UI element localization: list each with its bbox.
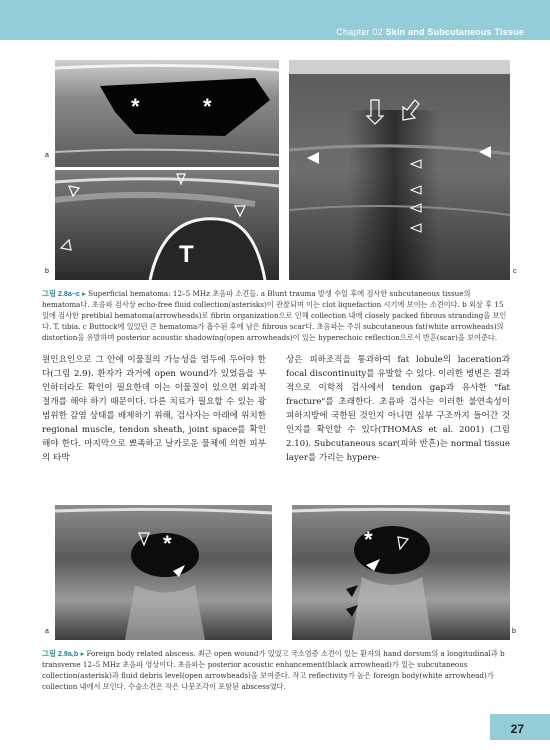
panel-label-2-9b: b: [512, 628, 516, 635]
chapter-header: [336, 27, 524, 37]
ultrasound-panel-c: [289, 60, 510, 280]
panel-label-2-9a: a: [45, 628, 49, 635]
panel-label-c: c: [513, 268, 517, 275]
asterisk-marker-2: *: [203, 94, 212, 119]
figure-2-9-caption-text: Foreign body related abscess. 최근 open wound가 있었고 국소염증 소견이 있는 환자의 hand dorsum의 a longitudinal과 b transverse 12–5 MHz 초음파 영상이다. 초음파는 posterior acoustic enhancement(black arrowhead)가 있는 subcutaneous collection(asterisk)과 fluid debris level(open arrowheads)을 보여준다. 작고 reflectivity가 높은 foreign body(white arrowhead)가 collection 내에서 보인다. 수술소견은 작은 나뭇조각이 포함된 abscess였다.: [42, 649, 505, 691]
asterisk-marker-4: *: [364, 527, 373, 552]
figure-2-8-caption-text: Superficial hematoma: 12–5 MHz 초음파 소견들. a Blunt trauma 발생 수일 후에 검사한 subcutaneous tissue의 hematoma다. 초음파 검사상 echo-free fluid collection(asterisks)이 관찰되며 이는 clot liquefaction 시기에 보이는 소견이다. b 외상 후 15일에 검사한 pretibial hematoma(arrowheads)로 fibrin organization으로 인해 collection 내에 closely packed fibrous stranding을 보인다. T, tibia. c Buttock에 있었던 큰 hematoma가 흡수된 후에 남은 fibrous scar다. 초음파는 주위 subcutaneous fat(white arrowheads)의 distortion을 유발하며 posterior acoustic shadowing(open arrowheads)이 있는 hyperechoic reflection으로서 반흔(scar)을 보여준다.: [42, 289, 507, 342]
ultrasound-panel-a: [55, 60, 279, 167]
page-number: 27: [510, 722, 524, 736]
ultrasound-panel-2-9a: [55, 505, 272, 640]
chapter-title: Skin and Subcutaneous Tissue: [385, 27, 524, 37]
tibia-marker: T: [179, 241, 194, 268]
ultrasound-panel-2-9b: [292, 505, 510, 640]
figure-2-9-caption: [42, 648, 510, 692]
chapter-number: Chapter 02: [336, 27, 383, 37]
caption-bullet: ▸: [82, 289, 86, 298]
panel-label-a: a: [45, 152, 49, 159]
body-text-left-column: 원인요인으로 그 안에 이물질의 가능성을 염두에 두어야 한다(그림 2.9). 환자가 과거에 open wound가 있었음을 부인하더라도 확인이 필요한데 이는 이물질이 있으면 외과적 절개를 해야 하기 때문이다. 다른 치료가 필요할 수 있는 광범위한 감염 상태를 배제하기 위해, 검사자는 아래에 위치한 regional muscle, tendon sheath, joint space를 확인해야 한다. 마지막으로 뾰족하고 날카로운 물체에 의한 피부의 타박: [42, 355, 266, 463]
caption-bullet: ▸: [80, 649, 85, 658]
body-text-right-column: 상은 피하조직을 통과하여 fat lobule의 laceration과 focal discontinuity를 유발할 수 있다. 이러한 병변은 결과적으로 이학적 검사에서 tendon gap과 유사한 "fat fracture"를 초래한다. 초음파 검사는 이러한 불연속성이 피하지방에 국한된 것인지 아니면 심부 구조까지 들어간 것인지를 확인할 수 있다(THOMAS et al. 2001) (그림 2.10). Subcutaneous scar(피하 반흔)는 normal tissue layer를 가리는 hypere-: [286, 355, 510, 463]
asterisk-marker-1: *: [131, 94, 140, 119]
asterisk-marker-3: *: [163, 531, 172, 556]
figure-2-8-caption: [42, 288, 510, 343]
figure-2-8-label: 그림 2.8a–c: [42, 289, 80, 298]
panel-label-b: b: [45, 268, 49, 275]
ultrasound-panel-b: [55, 170, 279, 280]
figure-2-9-label: 그림 2.9a,b: [42, 649, 79, 658]
